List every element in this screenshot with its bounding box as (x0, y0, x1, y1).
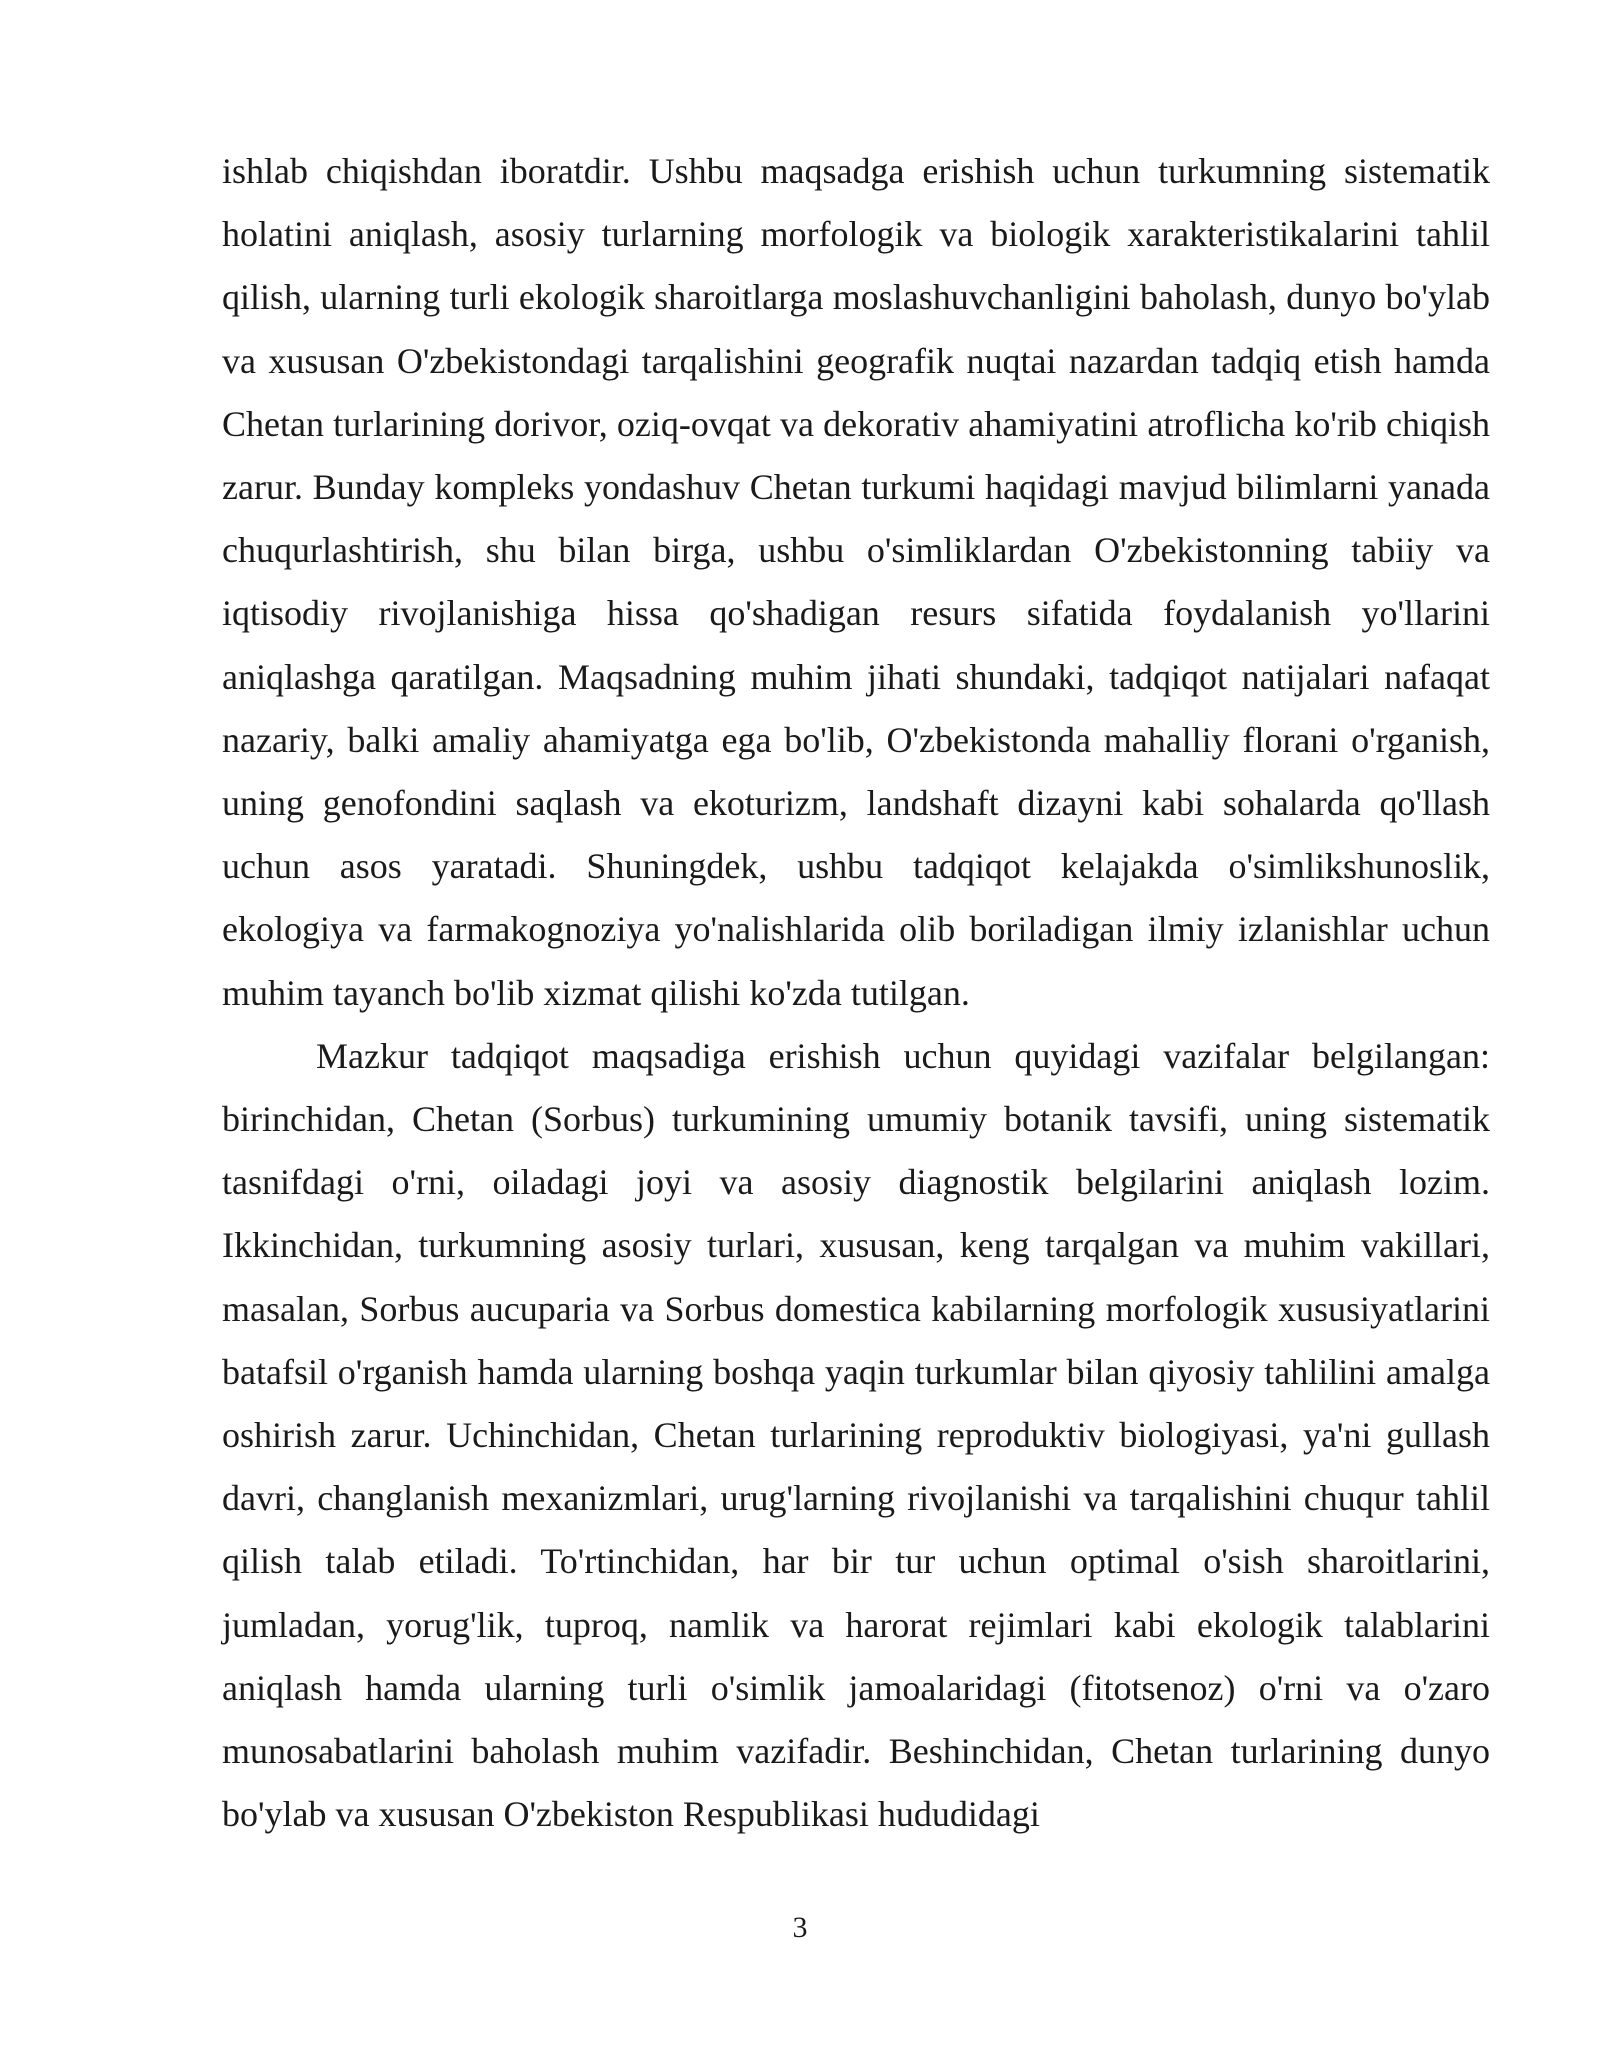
paragraph-tasks: Mazkur tadqiqot maqsadiga erishish uchun quyidagi vazifalar belgilangan: birinchidan, Chetan (Sorbus) turkumining umumiy botanik tavsifi, uning sistematik tasnifdagi o'rni, oiladagi joyi va asosiy diagnostik belgilarini aniqlash lozim. Ikkinchidan, turkumning asosiy turlari, xususan, keng tarqalgan va muhim vakillari, masalan, Sorbus aucuparia va Sorbus domestica kabilarning morfologik xususiyatlarini batafsil o'rganish hamda ularning boshqa yaqin turkumlar bilan qiyosiy tahlilini amalga oshirish zarur. Uchinchidan, Chetan turlarining reproduktiv biologiyasi, ya'ni gullash davri, changlanish mexanizmlari, urug'larning rivojlanishi va tarqalishini chuqur tahlil qilish talab etiladi. To'rtinchidan, har bir tur uchun optimal o'sish sharoitlarini, jumladan, yorug'lik, tuproq, namlik va harorat rejimlari kabi ekologik talablarini aniqlash hamda ularning turli o'simlik jamoalaridagi (fitotsenoz) o'rni va o'zaro munosabatlarini baholash muhim vazifadir. Beshinchidan, Chetan turlarining dunyo bo'ylab va xususan O'zbekiston Respublikasi hududidagi (222, 1035, 1490, 1835)
page-number: 3 (792, 1911, 808, 1944)
paragraph-continuation: ishlab chiqishdan iboratdir. Ushbu maqsadga erishish uchun turkumning sistematik holatini aniqlash, asosiy turlarning morfologik va biologik xarakteristikalarini tahlil qilish, ularning turli ekologik sharoitlarga moslashuvchanligini baholash, dunyo bo'ylab va xususan O'zbekistondagi tarqalishini geografik nuqtai nazardan tadqiq etish hamda Chetan turlarining dorivor, oziq-ovqat va dekorativ ahamiyatini atroflicha ko'rib chiqish zarur. Bunday kompleks yondashuv Chetan turkumi haqidagi mavjud bilimlarni yanada chuqurlashtirish, shu bilan birga, ushbu o'simliklardan O'zbekistonning tabiiy va iqtisodiy rivojlanishiga hissa qo'shadigan resurs sifatida foydalanish yo'llarini aniqlashga qaratilgan. Maqsadning muhim jihati shundaki, tadqiqot natijalari nafaqat nazariy, balki amaliy ahamiyatga ega bo'lib, O'zbekistonda mahalliy florani o'rganish, uning genofondini saqlash va ekoturizm, landshaft dizayni kabi sohalarda qo'llash uchun asos yaratadi. Shuningdek, ushbu tadqiqot kelajakda o'simlikshunoslik, ekologiya va farmakognoziya yo'nalishlarida olib boriladigan ilmiy izlanishlar uchun muhim tayanch bo'lib xizmat qilishi ko'zda tutilgan. (222, 151, 1490, 1013)
body-text (222, 140, 1490, 1846)
